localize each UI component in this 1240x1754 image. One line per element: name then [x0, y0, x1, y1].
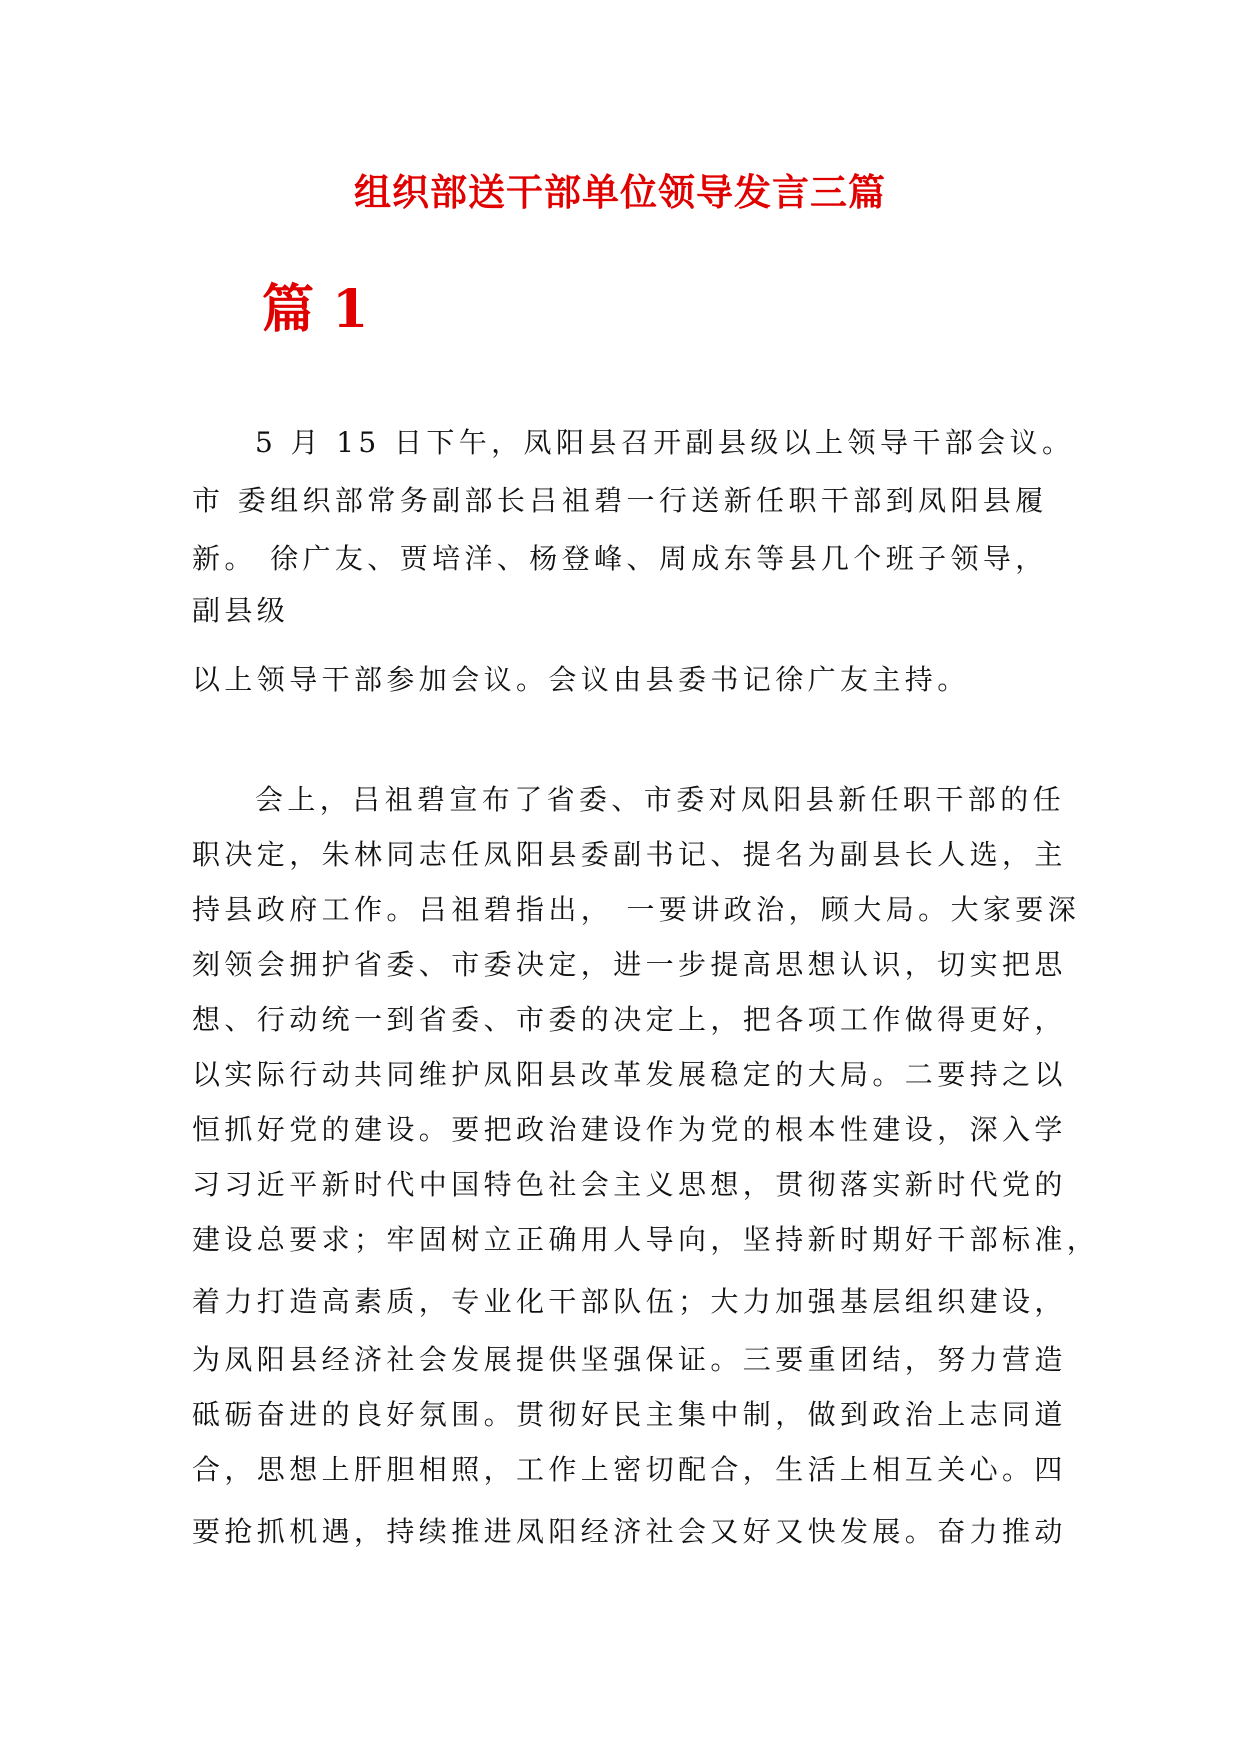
paragraph-line: 新。 徐广友、贾培洋、杨登峰、周成东等县几个班子领导， — [192, 542, 1048, 575]
paragraph-line: 以实际行动共同维护凤阳县改革发展稳定的大局。二要持之以 — [192, 1058, 1067, 1091]
paragraph-line: 副县级 — [192, 594, 290, 627]
paragraph-line: 市 委组织部常务副部长吕祖碧一行送新任职干部到凤阳县履 — [192, 484, 1048, 517]
paragraph-line: 想、行动统一到省委、市委的决定上，把各项工作做得更好， — [192, 1003, 1067, 1036]
document-title: 组织部送干部单位领导发言三篇 — [354, 170, 886, 214]
paragraph-line: 要抢抓机遇，持续推进凤阳经济社会又好又快发展。奋力推动 — [192, 1515, 1067, 1548]
paragraph-line: 为凤阳县经济社会发展提供坚强保证。三要重团结，努力营造 — [192, 1343, 1067, 1376]
section-heading: 篇 1 — [262, 279, 369, 340]
paragraph-line: 合，思想上肝胆相照，工作上密切配合，生活上相互关心。四 — [192, 1453, 1067, 1486]
paragraph-line: 恒抓好党的建设。要把政治建设作为党的根本性建设，深入学 — [192, 1113, 1067, 1146]
paragraph-line: 砥砺奋进的良好氛围。贯彻好民主集中制，做到政治上志同道 — [192, 1398, 1067, 1431]
paragraph-line: 着力打造高素质，专业化干部队伍；大力加强基层组织建设， — [192, 1285, 1067, 1318]
paragraph-line: 刻领会拥护省委、市委决定，进一步提高思想认识，切实把思 — [192, 948, 1067, 981]
paragraph-line: 持县政府工作。吕祖碧指出， 一要讲政治，顾大局。大家要深 — [192, 893, 1081, 926]
paragraph-line: 会上，吕祖碧宣布了省委、市委对凤阳县新任职干部的任 — [255, 783, 1066, 816]
paragraph-line: 职决定，朱林同志任凤阳县委副书记、提名为副县长人选，主 — [192, 838, 1067, 871]
paragraph-line: 5 月 15 日下午，凤阳县召开副县级以上领导干部会议。 — [255, 426, 1075, 459]
paragraph-line: 以上领导干部参加会议。会议由县委书记徐广友主持。 — [192, 663, 970, 696]
paragraph-line: 建设总要求；牢固树立正确用人导向，坚持新时期好干部标准， — [192, 1223, 1100, 1256]
paragraph-line: 习习近平新时代中国特色社会主义思想，贯彻落实新时代党的 — [192, 1168, 1067, 1201]
